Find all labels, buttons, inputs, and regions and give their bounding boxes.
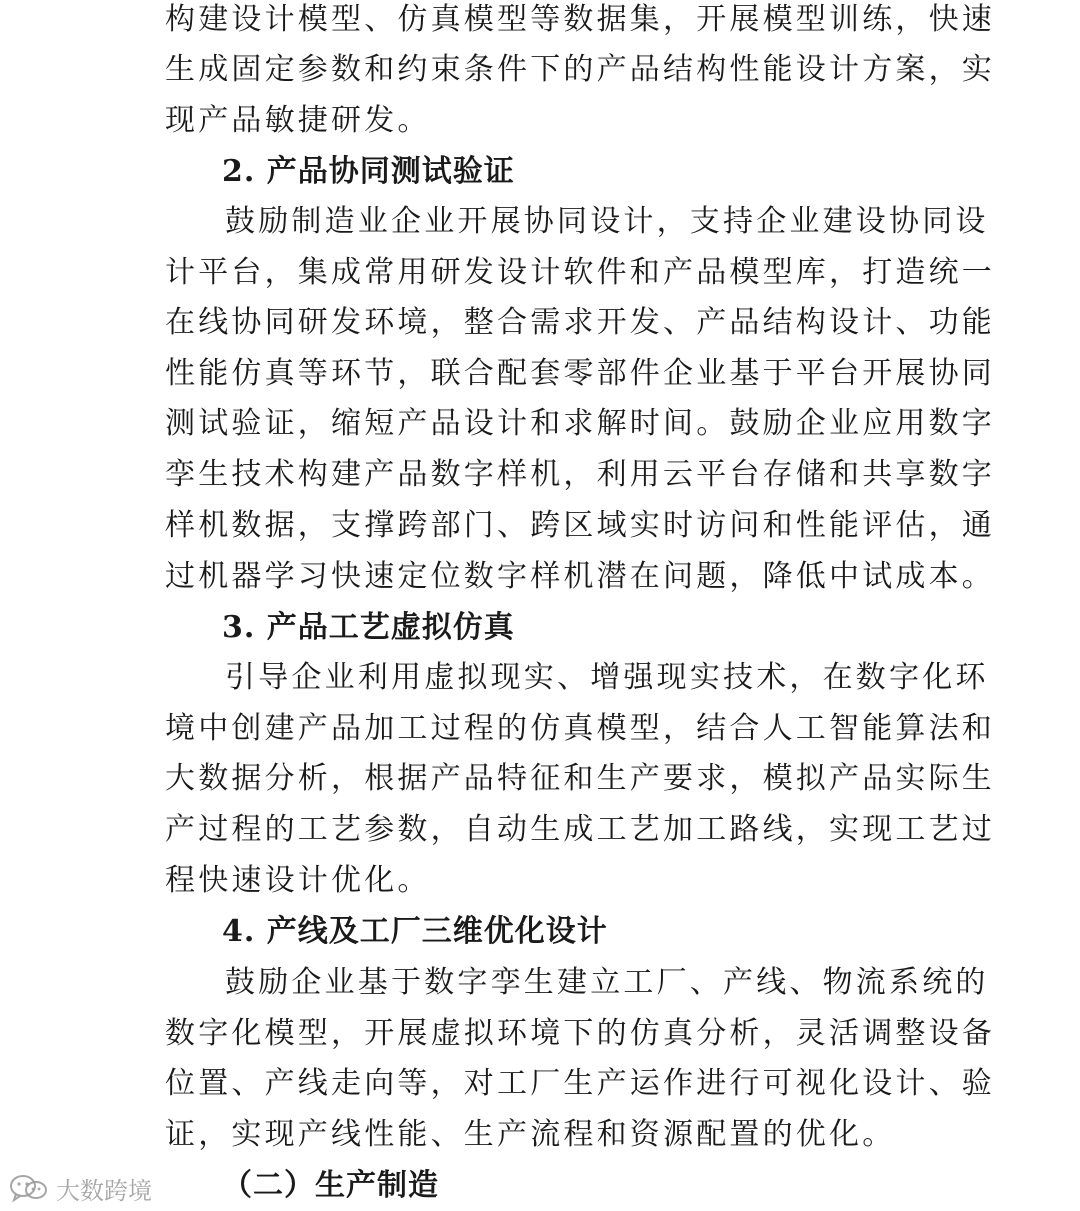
- paragraph-line: 鼓励制造业企业开展协同设计，支持企业建设协同设: [225, 204, 989, 239]
- section-heading: 3. 产品工艺虚拟仿真: [222, 610, 515, 645]
- paragraph-line: 证，实现产线性能、生产流程和资源配置的优化。: [165, 1117, 896, 1152]
- paragraph-line: 过机器学习快速定位数字样机潜在问题，降低中试成本。: [165, 559, 995, 594]
- paragraph-line: 境中创建产品加工过程的仿真模型，结合人工智能算法和: [165, 711, 995, 746]
- paragraph-line: 位置、产线走向等，对工厂生产运作进行可视化设计、验: [165, 1066, 995, 1101]
- watermark: [8, 1170, 152, 1206]
- paragraph-line: 生成固定参数和约束条件下的产品结构性能设计方案，实: [165, 52, 995, 87]
- paragraph-line: 程快速设计优化。: [165, 863, 431, 898]
- watermark-text: 大数跨境: [56, 1176, 152, 1205]
- paragraph-line: 孪生技术构建产品数字样机，利用云平台存储和共享数字: [165, 457, 995, 492]
- paragraph-line: 现产品敏捷研发。: [165, 103, 431, 138]
- paragraph-line: 引导企业利用虚拟现实、增强现实技术，在数字化环: [225, 660, 989, 695]
- paragraph-line: 测试验证，缩短产品设计和求解时间。鼓励企业应用数字: [165, 406, 995, 441]
- section-heading: 2. 产品协同测试验证: [222, 154, 515, 189]
- paragraph-line: 性能仿真等环节，联合配套零部件企业基于平台开展协同: [165, 356, 995, 391]
- wechat-logo-icon: [8, 1172, 50, 1204]
- paragraph-line: 鼓励企业基于数字孪生建立工厂、产线、物流系统的: [225, 965, 989, 1000]
- paragraph-line: 数字化模型，开展虚拟环境下的仿真分析，灵活调整设备: [165, 1016, 995, 1051]
- section-heading: 4. 产线及工厂三维优化设计: [222, 914, 608, 949]
- paragraph-line: 在线协同研发环境，整合需求开发、产品结构设计、功能: [165, 305, 995, 340]
- paragraph-line: 计平台，集成常用研发设计软件和产品模型库，打造统一: [165, 255, 995, 290]
- paragraph-line: 样机数据，支撑跨部门、跨区域实时访问和性能评估，通: [165, 508, 995, 543]
- paragraph-line: 产过程的工艺参数，自动生成工艺加工路线，实现工艺过: [165, 812, 995, 847]
- paragraph-line: 大数据分析，根据产品特征和生产要求，模拟产品实际生: [165, 761, 995, 796]
- paragraph-line: 构建设计模型、仿真模型等数据集，开展模型训练，快速: [165, 2, 995, 37]
- section-heading: （二）生产制造: [222, 1168, 439, 1203]
